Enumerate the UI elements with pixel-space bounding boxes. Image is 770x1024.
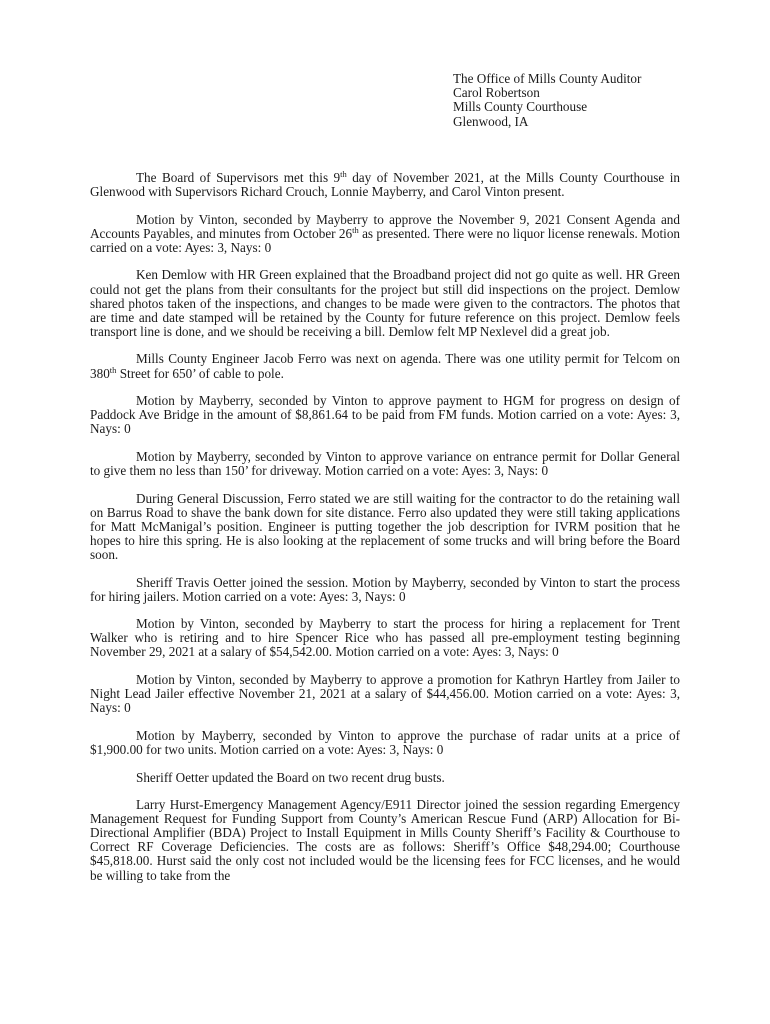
paragraph-engineer-permit: Mills County Engineer Jacob Ferro was next on agenda. There was one utility permit for Telcom on 380th Street for 650’ of cable to pole.	[90, 351, 680, 381]
address-courthouse: Mills County Courthouse	[453, 99, 588, 115]
paragraph-replacement-hire: Motion by Vinton, seconded by Mayberry to start the process for hiring a replacement for Trent Walker who is retiring and to hire Spencer Rice who has passed all pre-employment testing beginning November 29, 2021 at a salary of $54,542.00. Motion carried on a vote: Ayes: 3, Nays: 0	[90, 616, 680, 660]
paragraph-meeting-intro: The Board of Supervisors met this 9th day of November 2021, at the Mills County Courthouse in Glenwood with Supervisors Richard Crouch, Lonnie Mayberry, and Carol Vinton present.	[90, 169, 680, 200]
auditor-address-block	[453, 72, 753, 129]
paragraph-hiring-jailers: Sheriff Travis Oetter joined the session. Motion by Mayberry, seconded by Vinton to start the process for hiring jailers. Motion carried on a vote: Ayes: 3, Nays: 0	[90, 574, 680, 604]
paragraph-general-discussion: During General Discussion, Ferro stated we are still waiting for the contractor to do the retaining wall on Barrus Road to shave the bank down for site distance. Ferro also updated they were still taking applications for Matt McManigal’s position. Engineer is putting together the job description for IVRM position that he hopes to hire this spring. He is also looking at the replacement of some trucks and will bring before the Board soon.	[90, 490, 680, 562]
paragraph-consent-agenda: Motion by Vinton, seconded by Mayberry to approve the November 9, 2021 Consent Agenda and Accounts Payables, and minutes from October 26th as presented. There were no liquor license renewals. Motion carried on a vote: Ayes: 3, Nays: 0	[90, 211, 681, 255]
paragraph-dollar-general: Motion by Mayberry, seconded by Vinton to approve variance on entrance permit for Dollar General to give them no less than 150’ for driveway. Motion carried on a vote: Ayes: 3, Nays: 0	[90, 448, 680, 478]
paragraph-emergency-management: Larry Hurst-Emergency Management Agency/E911 Director joined the session regarding Emergency Management Request for Funding Support from County’s American Rescue Fund (ARP) Allocation for Bi-Directional Amplifier (BDA) Project to Install Equipment in Mills County Sheriff’s Facility & Courthouse to Correct RF Coverage Deficiencies. The costs are as follows: Sheriff’s Office $48,294.00; Courthouse $45,818.00. Hurst said the only cost not included would be the licensing fees for FCC licenses, and he would be willing to take from the	[90, 797, 680, 883]
address-office: The Office of Mills County Auditor	[453, 71, 642, 86]
paragraph-broadband: Ken Demlow with HR Green explained that the Broadband project did not go quite as well. HR Green could not get the plans from their consultants for the project but still did inspections on the project. Demlow shared photos taken of the inspections, and changes to be made were given to the contractors. The photos that are time and date stamped will be retained by the County for future reference on this project. Demlow feels transport line is done, and we should be receiving a bill. Demlow felt MP Nexlevel did a great job.	[90, 267, 680, 339]
paragraph-promotion: Motion by Vinton, seconded by Mayberry to approve a promotion for Kathryn Hartley from Jailer to Night Lead Jailer effective November 21, 2021 at a salary of $44,456.00. Motion carried on a vote: Ayes: 3, Nays: 0	[90, 672, 680, 716]
address-city: Glenwood, IA	[453, 113, 529, 129]
paragraph-radar-units: Motion by Mayberry, seconded by Vinton to approve the purchase of radar units at a price of $1,900.00 for two units. Motion carried on a vote: Ayes: 3, Nays: 0	[90, 727, 680, 757]
paragraph-hgm-payment: Motion by Mayberry, seconded by Vinton to approve payment to HGM for progress on design of Paddock Ave Bridge in the amount of $8,861.64 to be paid from FM funds. Motion carried on a vote: Ayes: 3, Nays: 0	[90, 393, 680, 437]
paragraph-drug-busts: Sheriff Oetter updated the Board on two recent drug busts.	[136, 769, 445, 785]
minutes-body	[90, 171, 680, 896]
address-name: Carol Robertson	[453, 85, 540, 101]
